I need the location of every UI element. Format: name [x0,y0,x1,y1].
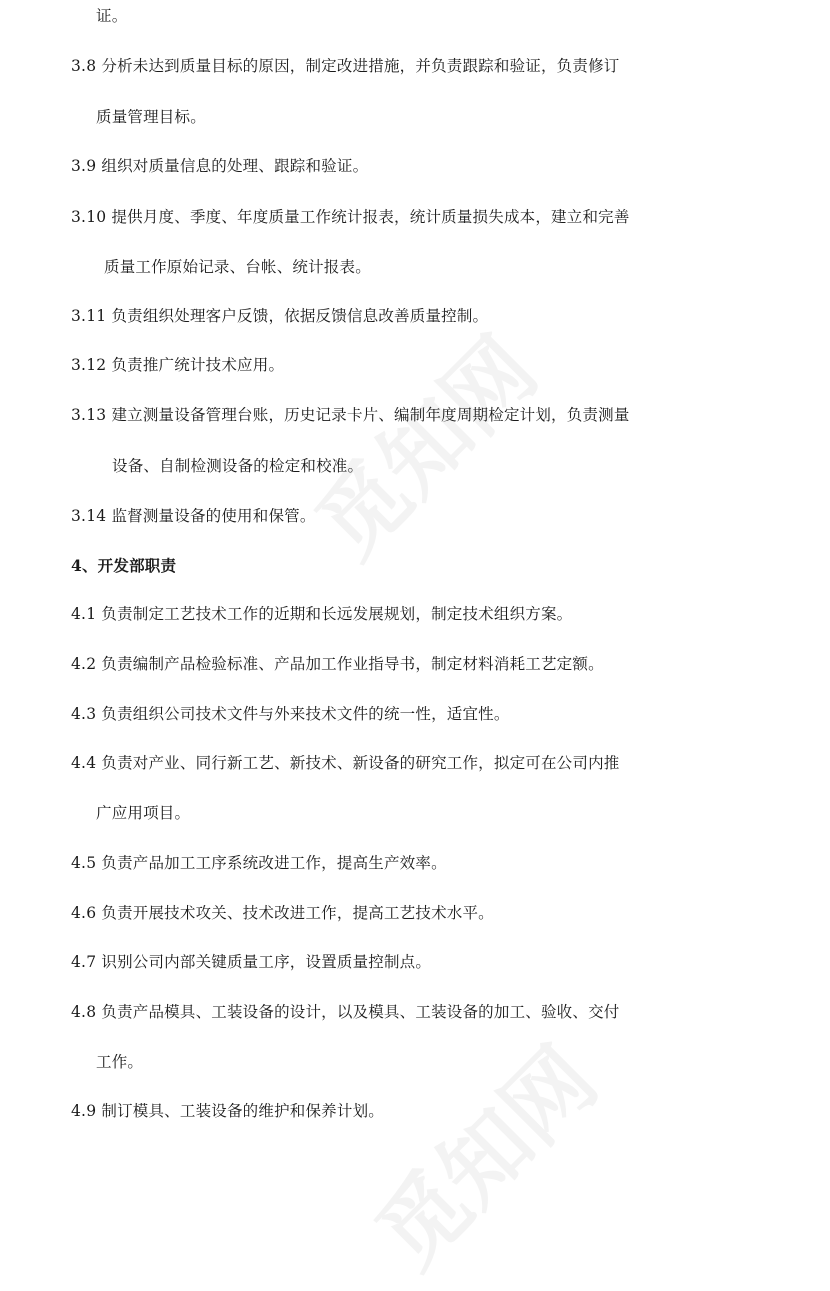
paragraph-line: 4.1 负责制定工艺技术工作的近期和长远发展规划，制定技术组织方案。 [71,605,573,623]
paragraph-line: 3.10 提供月度、季度、年度质量工作统计报表，统计质量损失成本，建立和完善 [71,208,630,226]
paragraph-line: 4.5 负责产品加工工序系统改进工作，提高生产效率。 [71,854,447,872]
paragraph-line: 4.9 制订模具、工装设备的维护和保养计划。 [71,1102,384,1120]
paragraph-line: 3.12 负责推广统计技术应用。 [71,356,285,374]
paragraph-line: 质量工作原始记录、台帐、统计报表。 [104,258,371,276]
paragraph-line: 3.8 分析未达到质量目标的原因，制定改进措施，并负责跟踪和验证，负责修订 [71,57,620,75]
paragraph-line: 工作。 [96,1053,144,1071]
paragraph-line: 设备、自制检测设备的检定和校准。 [112,457,364,475]
paragraph-line: 质量管理目标。 [96,108,206,126]
paragraph-line: 4.6 负责开展技术攻关、技术改进工作，提高工艺技术水平。 [71,904,494,922]
section-heading: 4、开发部职责 [71,556,177,575]
paragraph-line: 3.9 组织对质量信息的处理、跟踪和验证。 [71,157,369,175]
paragraph-line: 3.14 监督测量设备的使用和保管。 [71,507,316,525]
paragraph-line: 4.8 负责产品模具、工装设备的设计，以及模具、工装设备的加工、验收、交付 [71,1003,620,1021]
watermark-text [284,305,560,581]
paragraph-line: 4.4 负责对产业、同行新工艺、新技术、新设备的研究工作，拟定可在公司内推 [71,754,620,772]
watermark-text [344,1015,620,1291]
paragraph-line: 广应用项目。 [96,804,191,822]
paragraph-line: 证。 [96,7,128,25]
paragraph-line: 4.2 负责编制产品检验标准、产品加工作业指导书，制定材料消耗工艺定额。 [71,655,604,673]
paragraph-line: 4.7 识别公司内部关键质量工序，设置质量控制点。 [71,953,432,971]
paragraph-line: 3.11 负责组织处理客户反馈，依据反馈信息改善质量控制。 [71,307,489,325]
paragraph-line: 4.3 负责组织公司技术文件与外来技术文件的统一性，适宜性。 [71,705,510,723]
paragraph-line: 3.13 建立测量设备管理台账，历史记录卡片、编制年度周期检定计划，负责测量 [71,406,630,424]
